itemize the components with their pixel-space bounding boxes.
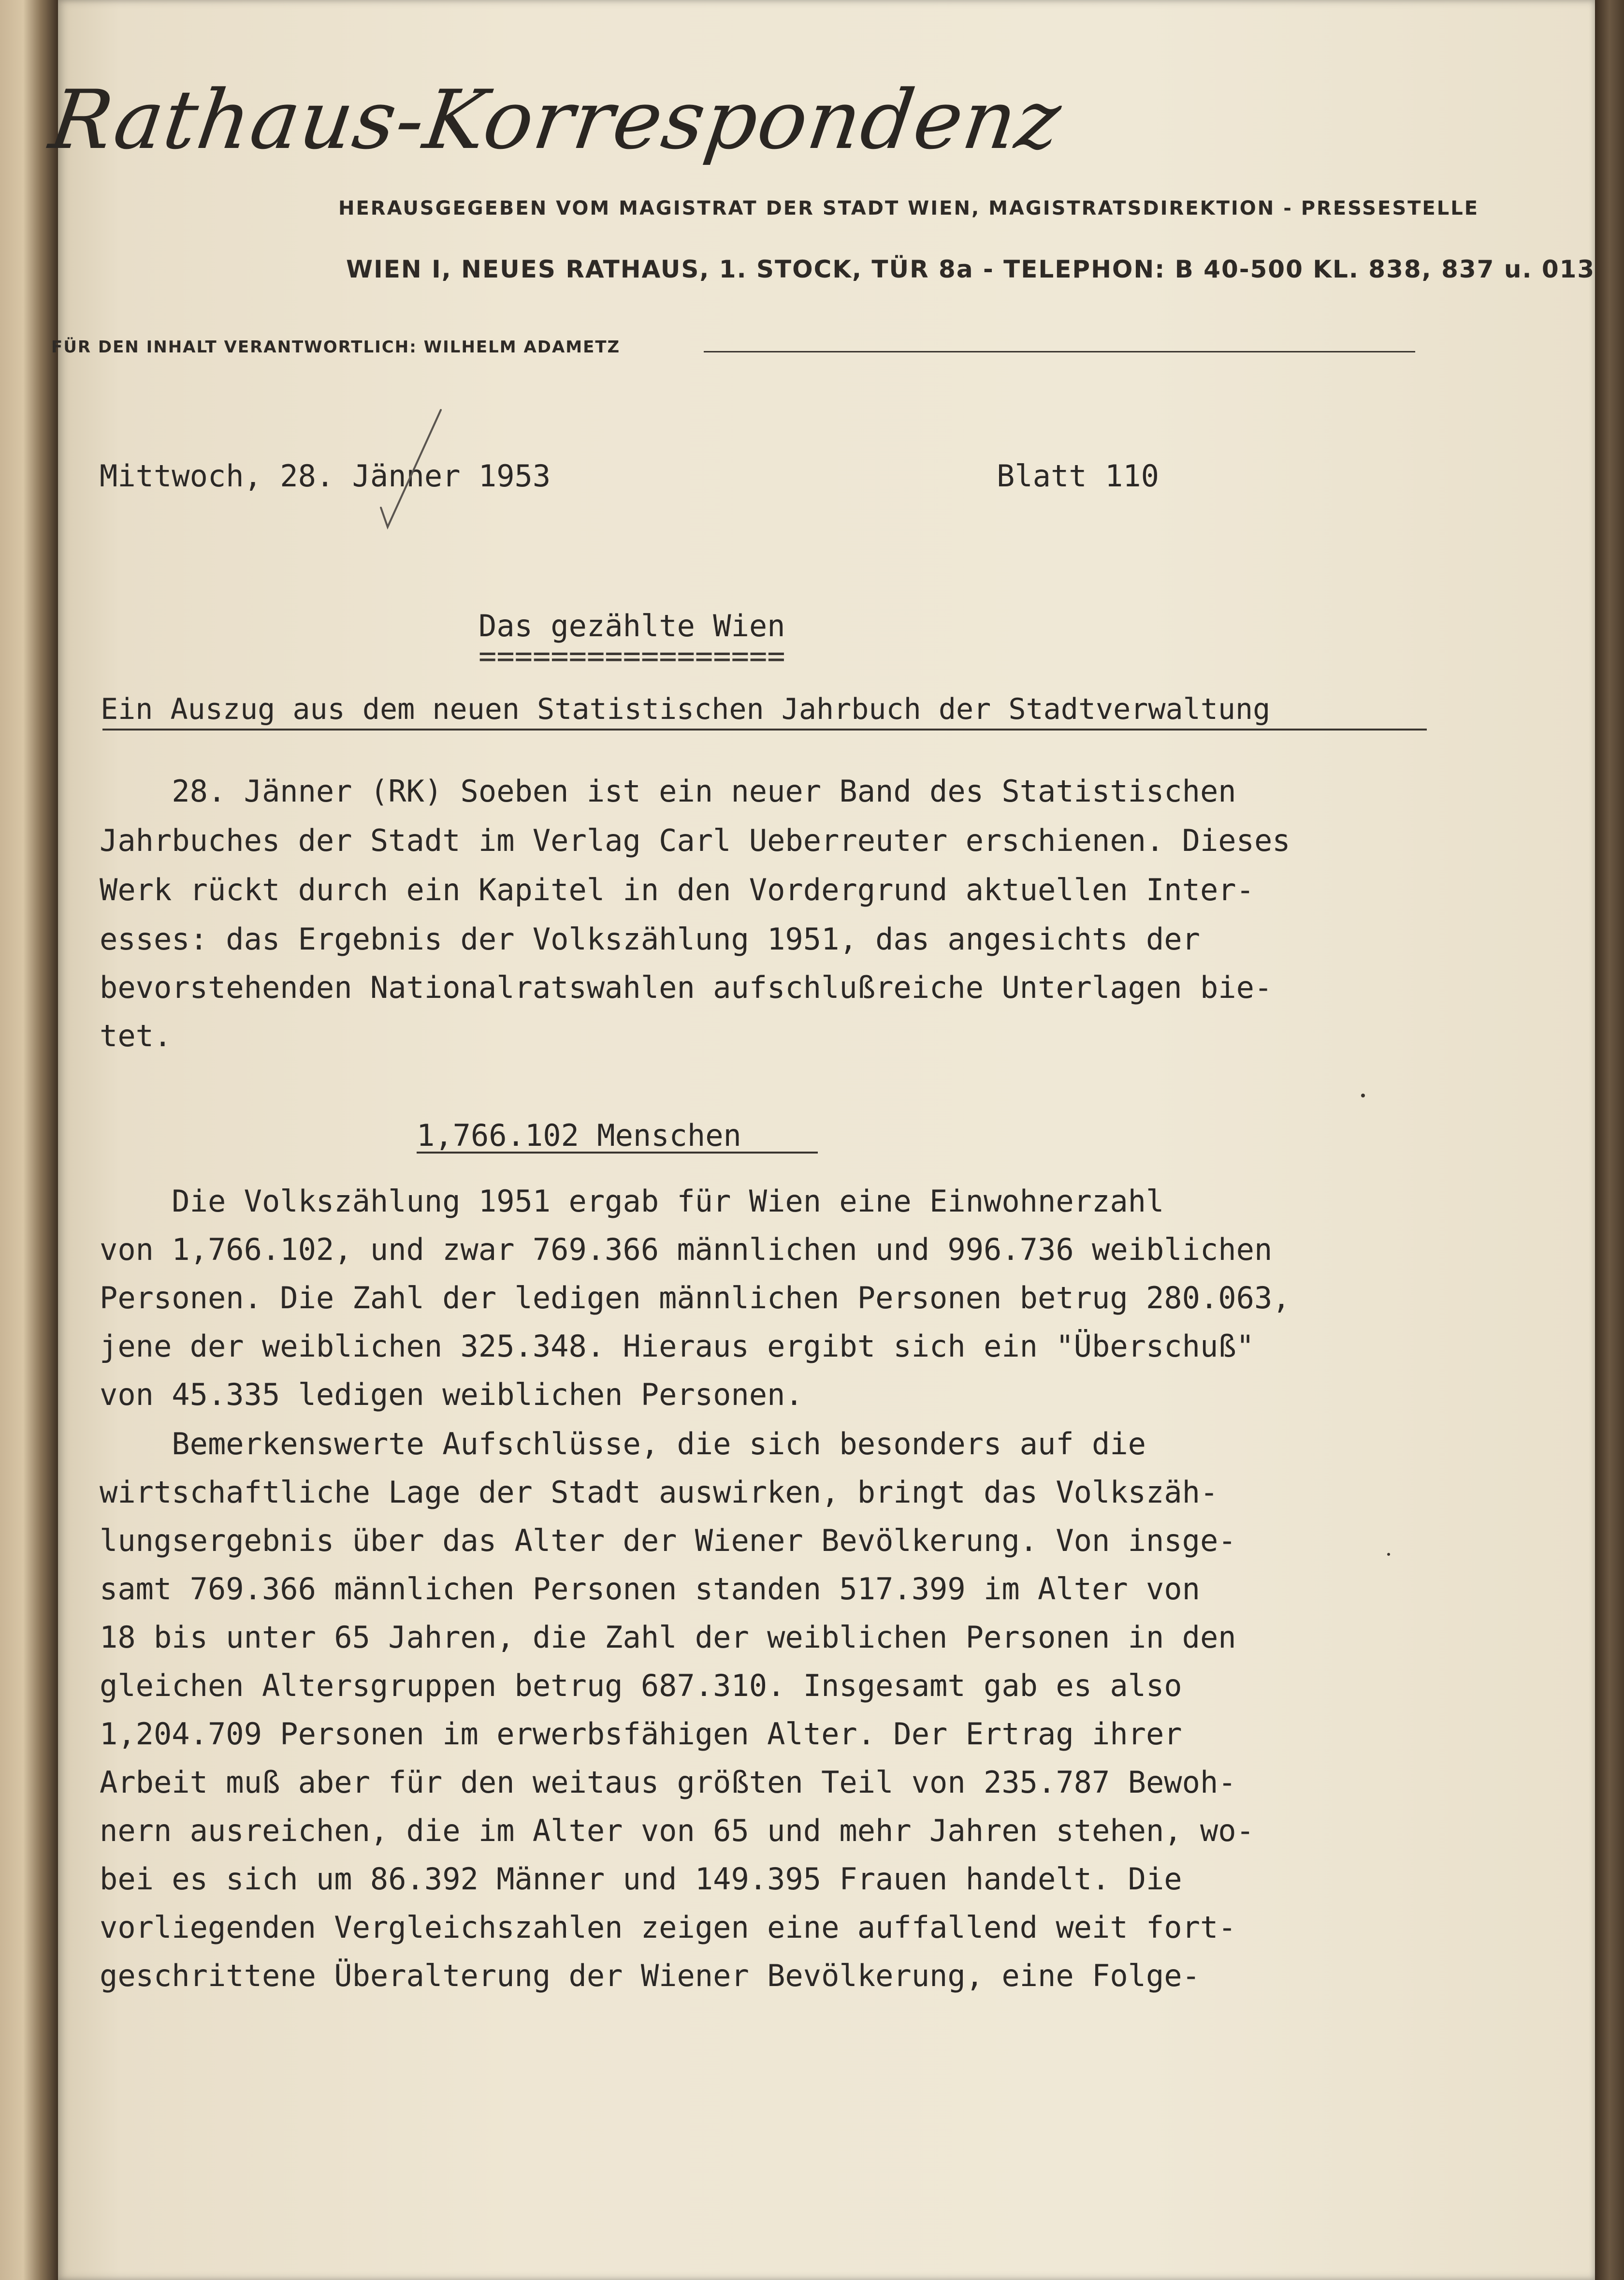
body-line: Die Volkszählung 1951 ergab für Wien eine Einwohnerzahl — [100, 1184, 1164, 1219]
body-line: gleichen Altersgruppen betrug 687.310. Insgesamt gab es also — [100, 1668, 1182, 1703]
article-title-rule: ================= — [478, 638, 785, 673]
body-line: nern ausreichen, die im Alter von 65 und mehr Jahren stehen, wo- — [100, 1813, 1254, 1848]
article-subtitle-underline — [102, 729, 1427, 731]
body-line: 1,204.709 Personen im erwerbsfähigen Alter. Der Ertrag ihrer — [100, 1716, 1182, 1752]
body-line: vorliegenden Vergleichszahlen zeigen eine auffallend weit fort- — [100, 1910, 1236, 1945]
body-line: samt 769.366 männlichen Personen standen 517.399 im Alter von — [100, 1571, 1200, 1607]
responsibility-rule — [704, 351, 1415, 352]
article-subtitle: Ein Auszug aus dem neuen Statistischen Jahrbuch der Stadtverwaltung — [101, 692, 1271, 726]
masthead-publisher-line: HERAUSGEGEBEN VOM MAGISTRAT DER STADT WIEN, MAGISTRATSDIREKTION - PRESSESTELLE — [338, 197, 1479, 219]
book-binding-edge — [0, 0, 58, 2280]
body-line: geschrittene Überalterung der Wiener Bevölkerung, eine Folge- — [100, 1958, 1200, 1993]
body-line: Arbeit muß aber für den weitaus größten Teil von 235.787 Bewoh- — [100, 1765, 1236, 1800]
body-line: von 45.335 ledigen weiblichen Personen. — [100, 1377, 803, 1412]
masthead-responsibility-line: FÜR DEN INHALT VERANTWORTLICH: WILHELM ADAMETZ — [51, 337, 621, 357]
body-line: 18 bis unter 65 Jahren, die Zahl der weiblichen Personen in den — [100, 1620, 1236, 1655]
body-line: von 1,766.102, und zwar 769.366 männlichen und 996.736 weiblichen — [100, 1232, 1273, 1267]
page-right-edge — [1595, 0, 1624, 2280]
paper-speck — [1387, 1553, 1390, 1556]
body-line: bei es sich um 86.392 Männer und 149.395 Frauen handelt. Die — [100, 1861, 1182, 1897]
intro-line: Werk rückt durch ein Kapitel in den Vordergrund aktuellen Inter- — [100, 872, 1254, 907]
body-line: wirtschaftliche Lage der Stadt auswirken, bringt das Volkszäh- — [100, 1475, 1218, 1510]
sheet-number: Blatt 110 — [997, 458, 1159, 494]
intro-line: tet. — [100, 1018, 172, 1053]
masthead-address-line: WIEN I, NEUES RATHAUS, 1. STOCK, TÜR 8a - TELEPHON: B 40-500 KL. 838, 837 u. 013 — [346, 255, 1595, 283]
intro-line: esses: das Ergebnis der Volkszählung 1951, das angesichts der — [100, 921, 1200, 957]
section-heading-underline — [417, 1152, 818, 1154]
body-line: Personen. Die Zahl der ledigen männlichen Personen betrug 280.063, — [100, 1280, 1290, 1315]
masthead-title: Rathaus-Korrespondenz — [44, 73, 1068, 167]
paper-speck — [1361, 1094, 1365, 1097]
intro-line: bevorstehenden Nationalratswahlen aufschlußreiche Unterlagen bie- — [100, 970, 1273, 1005]
intro-line: 28. Jänner (RK) Soeben ist ein neuer Band des Statistischen — [100, 774, 1236, 809]
section-heading: 1,766.102 Menschen — [417, 1118, 741, 1153]
body-line: lungsergebnis über das Alter der Wiener Bevölkerung. Von insge- — [100, 1523, 1236, 1558]
body-line: Bemerkenswerte Aufschlüsse, die sich besonders auf die — [100, 1426, 1146, 1462]
article-title: Das gezählte Wien — [478, 608, 785, 643]
intro-line: Jahrbuches der Stadt im Verlag Carl Ueberreuter erschienen. Dieses — [100, 823, 1290, 858]
pencil-check-mark — [329, 406, 474, 532]
document-date: Mittwoch, 28. Jänner 1953 — [100, 458, 551, 494]
body-line: jene der weiblichen 325.348. Hieraus ergibt sich ein "Überschuß" — [100, 1329, 1254, 1364]
